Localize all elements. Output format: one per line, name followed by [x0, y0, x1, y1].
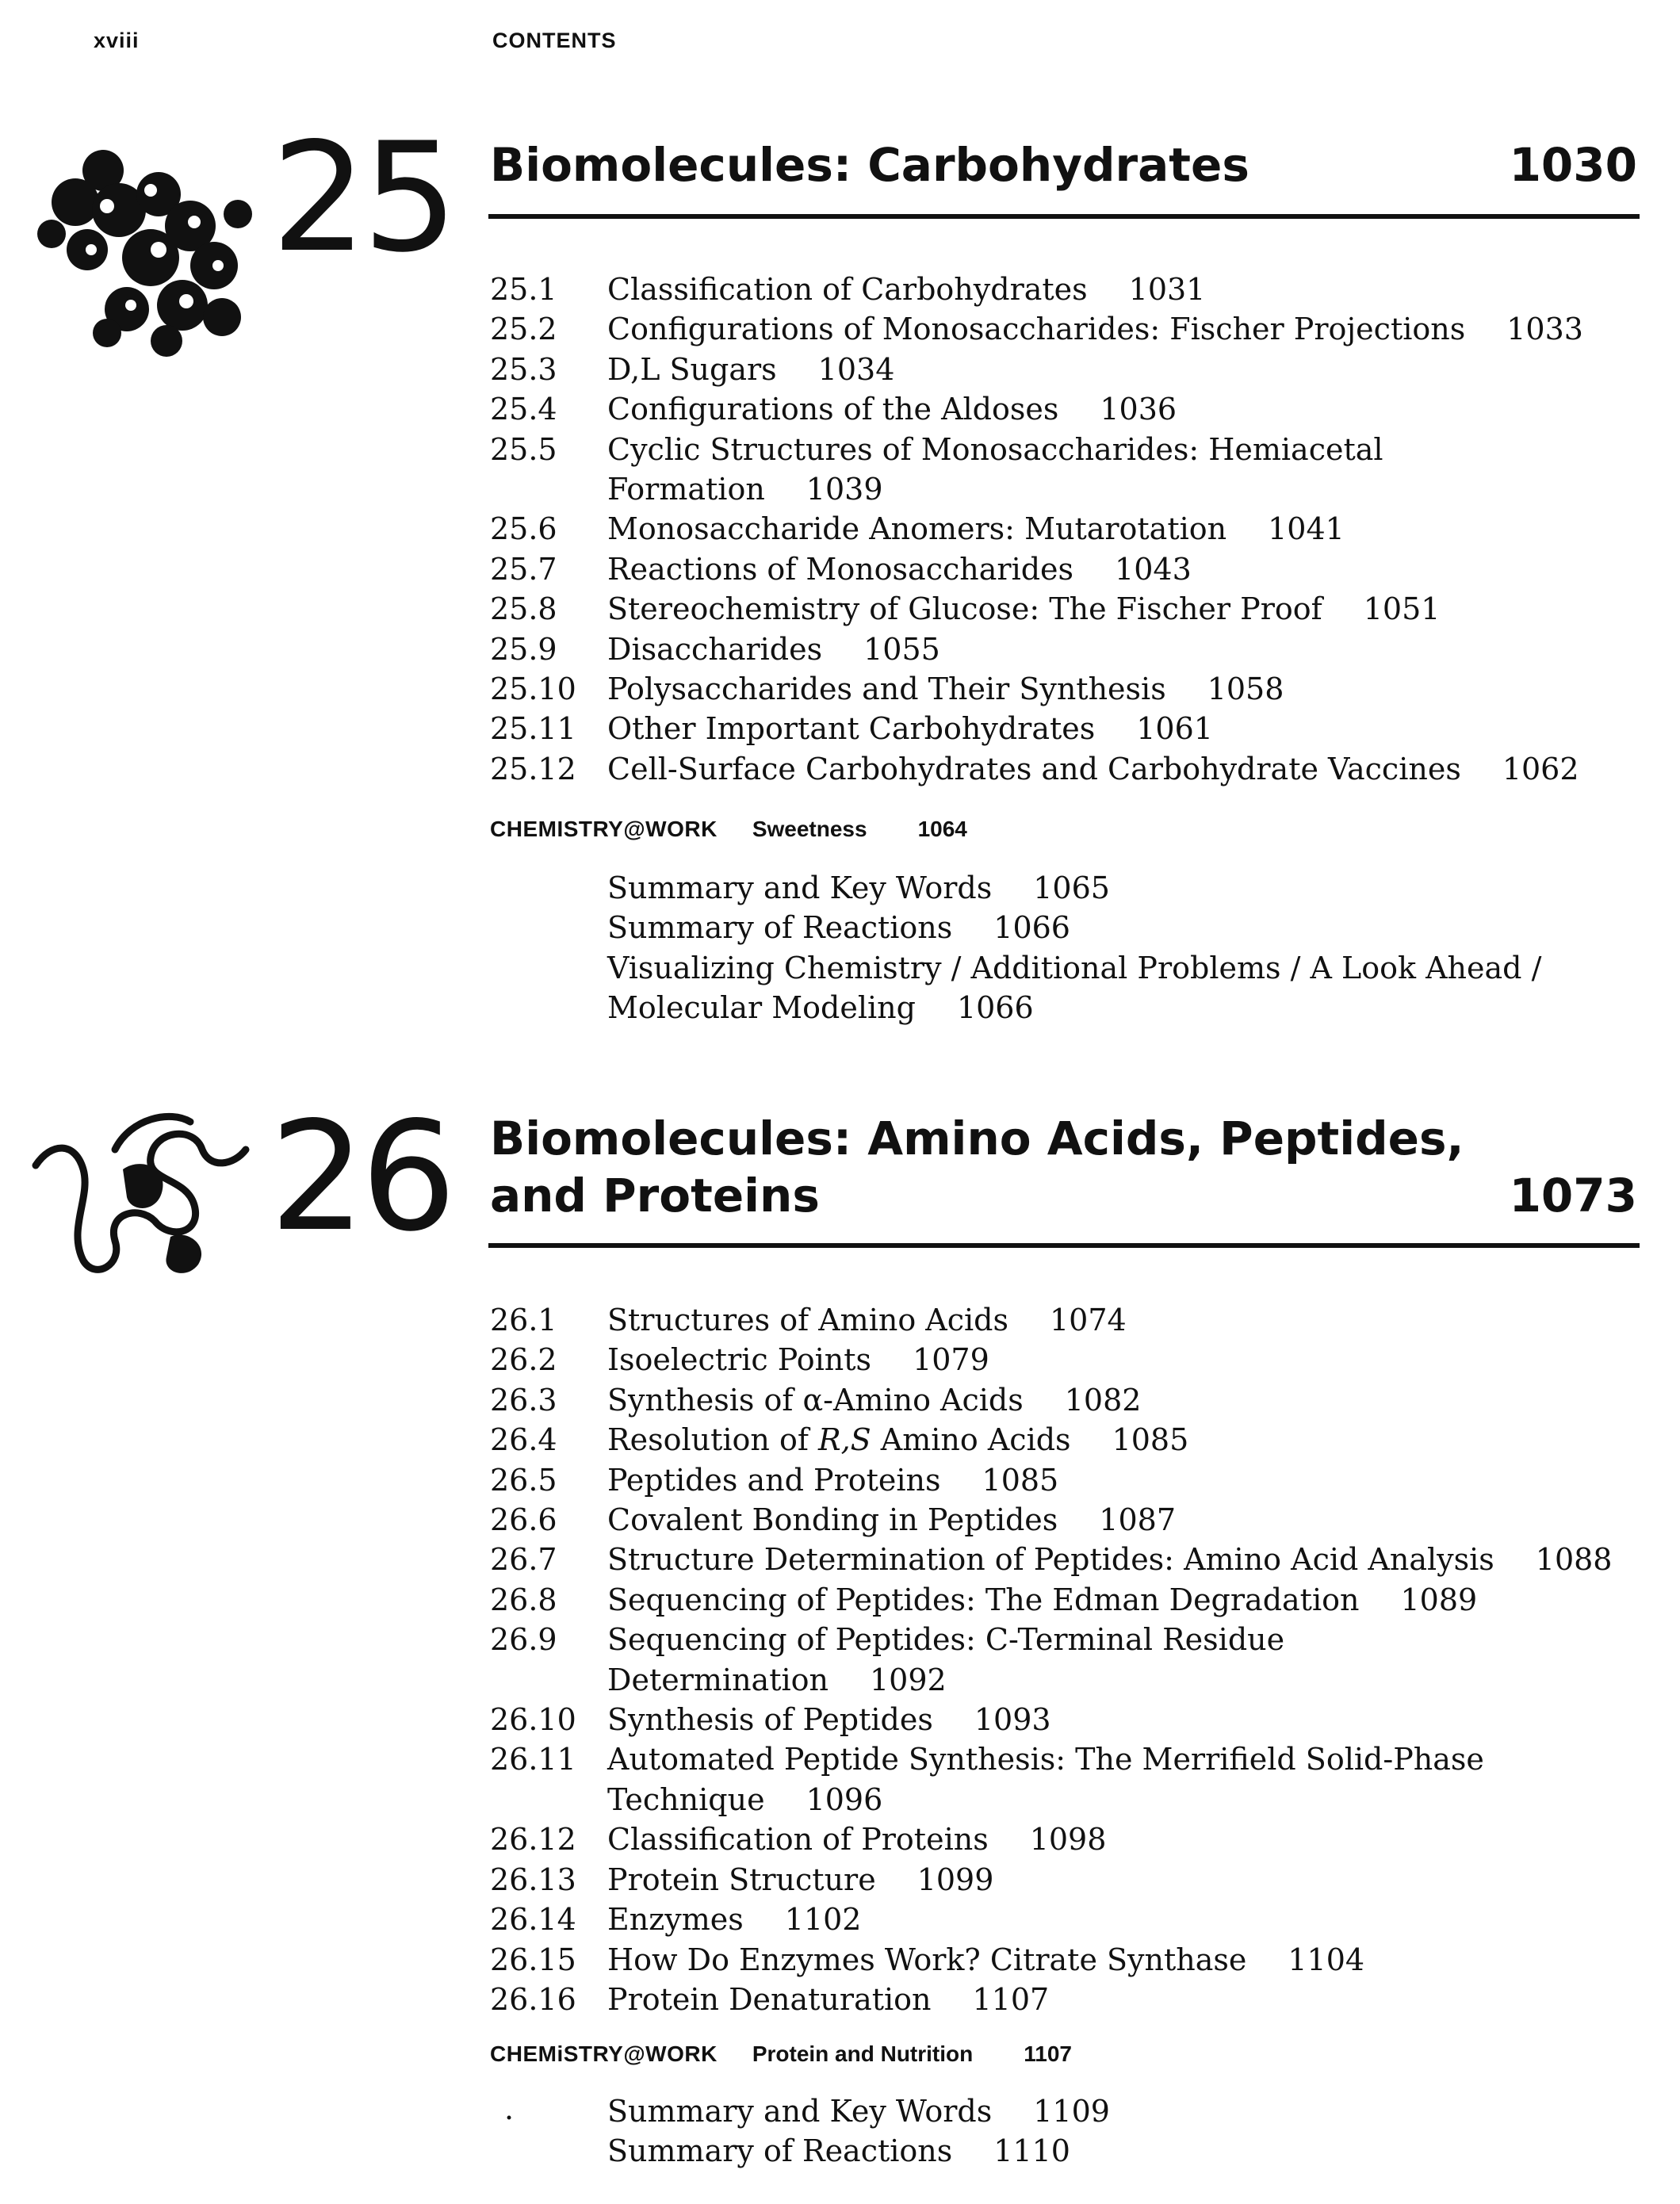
- section-page: 1098: [1029, 1822, 1107, 1858]
- section-page: 1061: [1136, 711, 1213, 747]
- end-matter-page: 1065: [1033, 871, 1110, 905]
- section-page: 1041: [1268, 511, 1345, 547]
- section-title: Protein Denaturation: [607, 1981, 932, 2017]
- section-number: 25.10: [490, 672, 576, 707]
- section-title: Sequencing of Peptides: C-Terminal Residue: [607, 1622, 1285, 1658]
- page-number-label: xviii: [94, 29, 140, 52]
- section-page: 1096: [806, 1781, 883, 1817]
- end-matter-title: Summary of Reactions: [607, 2133, 953, 2169]
- section-number: 26.9: [490, 1622, 557, 1658]
- section-number: 25.3: [490, 351, 557, 387]
- chemistry-at-work-topic: Protein and Nutrition: [752, 2041, 974, 2066]
- section-number: 25.4: [490, 392, 557, 427]
- chapter-title: Biomolecules: Carbohydrates: [490, 138, 1249, 192]
- section-page: 1085: [1112, 1422, 1189, 1458]
- section-title: Resolution of: [607, 1422, 818, 1458]
- chemistry-at-work-page: 1064: [917, 817, 967, 841]
- section-page: 1051: [1363, 591, 1441, 627]
- section-row: [490, 1540, 1647, 1579]
- section-title: Peptides and Proteins: [607, 1462, 941, 1498]
- section-title: Polysaccharides and Their Synthesis: [607, 672, 1166, 707]
- chapter-number: 26: [270, 1089, 452, 1265]
- section-page: 1033: [1506, 312, 1583, 347]
- section-number: 26.7: [490, 1542, 557, 1578]
- end-matter-title: Visualizing Chemistry / Additional Problems / A Look Ahead /: [607, 950, 1542, 985]
- section-page: 1104: [1288, 1942, 1365, 1977]
- section-title: Reactions of Monosaccharides: [607, 551, 1074, 587]
- section-row: [490, 1300, 1647, 1340]
- section-page: 1102: [784, 1902, 862, 1938]
- chapter-number: 25: [271, 110, 453, 285]
- section-title: Cyclic Structures of Monosaccharides: Hemiacetal: [607, 431, 1383, 467]
- section-page: 1043: [1115, 551, 1192, 587]
- section-page: 1093: [974, 1702, 1051, 1738]
- section-row: [490, 1819, 1647, 1859]
- section-page: 1085: [982, 1462, 1059, 1498]
- section-row: [490, 1940, 1647, 1980]
- section-row: [490, 1980, 1647, 2019]
- section-row: [490, 1460, 1647, 1500]
- section-title: Configurations of the Aldoses: [607, 392, 1059, 427]
- section-row: [490, 1580, 1647, 1620]
- section-title: Synthesis of: [607, 1382, 803, 1418]
- stray-mark: .: [504, 2091, 515, 2126]
- section-number: 26.4: [490, 1422, 557, 1458]
- section-page: 1036: [1100, 392, 1177, 427]
- section-number: 25.11: [490, 711, 576, 747]
- section-page: 1099: [917, 1862, 994, 1897]
- section-number: 26.1: [490, 1303, 557, 1337]
- section-number: 26.11: [490, 1742, 576, 1777]
- section-row: [490, 1700, 1647, 1739]
- section-number: 25.2: [490, 312, 557, 347]
- section-title: Sequencing of Peptides: The Edman Degradation: [607, 1582, 1360, 1617]
- end-matter-list: [607, 2091, 1638, 2171]
- section-number: 26.10: [490, 1702, 576, 1738]
- running-title: CONTENTS: [492, 29, 617, 52]
- section-number: 25.8: [490, 591, 557, 627]
- section-title: Classification of Proteins: [607, 1822, 989, 1858]
- section-page: 1079: [913, 1342, 989, 1378]
- section-row: [490, 1500, 1647, 1540]
- section-title: Structures of Amino Acids: [607, 1303, 1008, 1337]
- section-title: Monosaccharide Anomers: Mutarotation: [607, 511, 1227, 547]
- chemistry-at-work-page: 1107: [1024, 2041, 1072, 2066]
- section-title: Amino Acids: [871, 1422, 1071, 1458]
- section-number: 25.1: [490, 272, 557, 307]
- section-row: [490, 1900, 1647, 1939]
- chemistry-at-work: [490, 2041, 1072, 2067]
- section-number: 25.6: [490, 511, 557, 547]
- end-matter-item: [607, 2091, 1638, 2131]
- end-matter-title: Summary and Key Words: [607, 2094, 993, 2129]
- section-row: [490, 1860, 1647, 1900]
- section-page: 1092: [869, 1662, 947, 1697]
- section-page: 1055: [863, 631, 940, 667]
- section-number: 25.7: [490, 551, 557, 587]
- section-title: Covalent Bonding in Peptides: [607, 1502, 1058, 1538]
- section-number: 26.6: [490, 1502, 557, 1538]
- section-page: 1087: [1099, 1502, 1177, 1538]
- section-title: Other Important Carbohydrates: [607, 711, 1096, 747]
- section-page: 1062: [1502, 751, 1579, 786]
- end-matter-item: [607, 2131, 1638, 2171]
- section-page: 1089: [1400, 1582, 1478, 1617]
- section-page: 1074: [1050, 1303, 1127, 1337]
- end-matter-page: 1066: [993, 910, 1070, 946]
- section-title-greek: α: [802, 1382, 824, 1418]
- section-title: Cell-Surface Carbohydrates and Carbohydrate Vaccines: [607, 751, 1461, 786]
- chapter-title-line-2: and Proteins: [490, 1169, 820, 1223]
- chapter-page: 1073: [1509, 1169, 1637, 1223]
- section-number: 26.8: [490, 1582, 557, 1617]
- chemistry-at-work-label: CHEMISTRY@WORK: [490, 817, 718, 841]
- section-title-italic: R,S: [817, 1422, 871, 1458]
- section-number: 26.12: [490, 1822, 576, 1858]
- section-title: Automated Peptide Synthesis: The Merrifield Solid-Phase: [607, 1742, 1484, 1777]
- section-number: 26.15: [490, 1942, 576, 1977]
- section-page: 1039: [806, 472, 883, 507]
- section-title: Classification of Carbohydrates: [607, 272, 1088, 307]
- section-page: 1107: [972, 1981, 1050, 2017]
- section-list: [490, 1300, 1647, 2019]
- chapter-rule: [488, 1243, 1640, 1248]
- section-row: [490, 1739, 1647, 1819]
- protein-ribbon-icon: [20, 1094, 281, 1292]
- end-matter-page: 1066: [956, 990, 1034, 1026]
- section-page: 1031: [1128, 272, 1206, 307]
- section-title: D,L Sugars: [607, 351, 777, 387]
- section-number: 25.5: [490, 431, 557, 467]
- section-page: 1088: [1535, 1542, 1613, 1578]
- section-number: 26.16: [490, 1981, 576, 2017]
- section-title: Enzymes: [607, 1902, 744, 1938]
- section-title-continued: Formation: [607, 472, 765, 507]
- end-matter-page: 1109: [1033, 2094, 1110, 2129]
- section-title: How Do Enzymes Work? Citrate Synthase: [607, 1942, 1247, 1977]
- chapter-page: 1030: [1509, 138, 1637, 192]
- section-title-continued: Technique: [607, 1781, 765, 1817]
- section-title: Protein Structure: [607, 1862, 876, 1897]
- chapter-title-line-1: Biomolecules: Amino Acids, Peptides,: [490, 1112, 1464, 1165]
- end-matter-title: Summary of Reactions: [607, 910, 953, 946]
- section-page: 1082: [1064, 1382, 1142, 1418]
- chemistry-at-work-topic: Sweetness: [752, 817, 867, 841]
- section-title: Configurations of Monosaccharides: Fischer Projections: [607, 312, 1466, 347]
- section-title: Synthesis of Peptides: [607, 1702, 933, 1738]
- section-row: [490, 1420, 1647, 1460]
- section-page: 1034: [817, 351, 895, 387]
- section-number: 26.5: [490, 1462, 557, 1498]
- end-matter-title: Summary and Key Words: [607, 871, 993, 905]
- section-number: 26.2: [490, 1342, 557, 1378]
- section-title: -Amino Acids: [823, 1382, 1024, 1418]
- section-row: [490, 1340, 1647, 1379]
- section-row: [490, 1380, 1647, 1420]
- section-number: 26.14: [490, 1902, 576, 1938]
- section-page: 1058: [1207, 672, 1284, 707]
- chemistry-at-work-label: CHEMiSTRY@WORK: [490, 2041, 718, 2066]
- section-number: 26.3: [490, 1382, 557, 1418]
- section-title: Stereochemistry of Glucose: The Fischer Proof: [607, 591, 1322, 627]
- end-matter-title: Molecular Modeling: [607, 990, 916, 1026]
- section-title: Isoelectric Points: [607, 1342, 872, 1378]
- section-number: 25.12: [490, 751, 576, 786]
- section-row: [490, 1620, 1647, 1700]
- section-title: Structure Determination of Peptides: Amino Acid Analysis: [607, 1542, 1494, 1578]
- section-number: 25.9: [490, 631, 557, 667]
- section-title-continued: Determination: [607, 1662, 829, 1697]
- section-number: 26.13: [490, 1862, 576, 1897]
- section-title: Disaccharides: [607, 631, 823, 667]
- end-matter-page: 1110: [993, 2133, 1070, 2169]
